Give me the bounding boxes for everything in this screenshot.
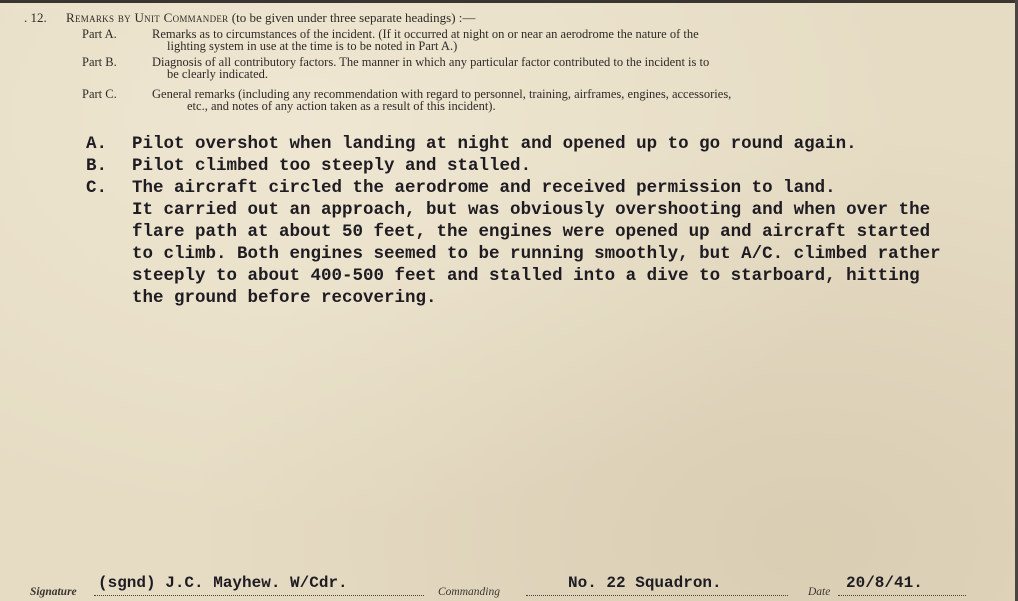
part-text-line: Remarks as to circumstances of the incident. (If it occurred at night on or near an aerodrome the nature of the xyxy=(152,27,699,41)
remark-line: It carried out an approach, but was obviously overshooting and when over the xyxy=(132,200,931,220)
date-dotted-line xyxy=(838,595,966,596)
signature-value: (sgnd) J.C. Mayhew. W/Cdr. xyxy=(98,574,348,592)
part-a-instruction xyxy=(82,28,1002,56)
date-field xyxy=(808,568,968,598)
signature-dotted-line xyxy=(94,595,424,596)
section-title: Remarks by Unit Commander xyxy=(66,10,229,25)
commanding-field xyxy=(438,568,790,598)
remark-letter: C. xyxy=(86,178,108,198)
part-text-line: etc., and notes of any action taken as a result of this incident). xyxy=(187,99,496,113)
commanding-label: Commanding xyxy=(438,586,500,598)
commanding-dotted-line xyxy=(526,595,788,596)
section-number: . 12. xyxy=(24,10,47,25)
commanding-value: No. 22 Squadron. xyxy=(568,574,722,592)
remark-letter: A. xyxy=(86,134,108,154)
remark-line: steeply to about 400-500 feet and stalled into a dive to starboard, hitting xyxy=(132,266,920,286)
top-border-line xyxy=(0,0,1018,3)
remark-c xyxy=(86,178,1001,313)
part-label: Part C. xyxy=(82,87,117,101)
remark-a xyxy=(86,134,986,156)
date-label: Date xyxy=(808,586,831,598)
signature-label: Signature xyxy=(30,586,77,598)
remark-line: The aircraft circled the aerodrome and received permission to land. xyxy=(132,178,836,198)
part-b-instruction xyxy=(82,56,1002,84)
remark-line: Pilot climbed too steeply and stalled. xyxy=(132,156,532,176)
section-header xyxy=(24,10,475,26)
remark-line: Pilot overshot when landing at night and opened up to go round again. xyxy=(132,134,857,154)
remark-b xyxy=(86,156,986,178)
signature-field xyxy=(30,568,425,598)
part-label: Part A. xyxy=(82,27,117,41)
remark-letter: B. xyxy=(86,156,108,176)
part-c-instruction xyxy=(82,88,1002,116)
part-text-line: lighting system in use at the time is to be noted in Part A.) xyxy=(167,39,458,53)
part-text-line: General remarks (including any recommendation with regard to personnel, training, airframes, engines, accessories, xyxy=(152,87,732,101)
part-text-line: Diagnosis of all contributory factors. The manner in which any particular factor contributed to the incident is to xyxy=(152,55,710,69)
remark-line: the ground before recovering. xyxy=(132,288,437,308)
part-text-line: be clearly indicated. xyxy=(167,67,268,81)
section-subtitle: (to be given under three separate headings) :— xyxy=(231,10,476,25)
remark-line: flare path at about 50 feet, the engines were opened up and aircraft started xyxy=(132,222,931,242)
part-label: Part B. xyxy=(82,55,117,69)
remark-line: to climb. Both engines seemed to be running smoothly, but A/C. climbed rather xyxy=(132,244,941,264)
date-value: 20/8/41. xyxy=(846,574,923,592)
